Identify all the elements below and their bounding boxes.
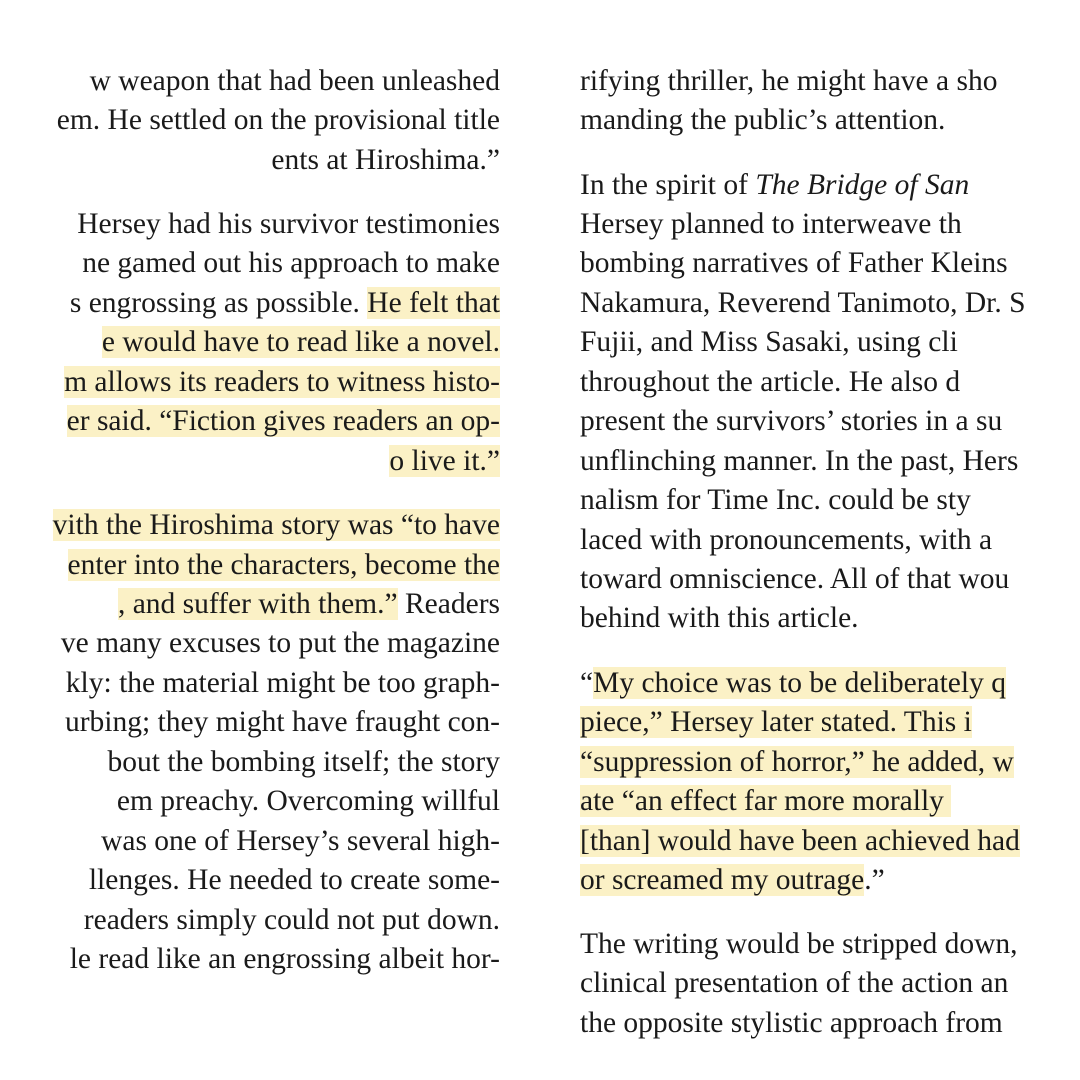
text-span: Nakamura, Reverend Tanimoto, Dr. S bbox=[580, 287, 1026, 319]
highlighted-text: My choice was to be deliberately q bbox=[593, 667, 1006, 699]
left-column bbox=[0, 0, 500, 1080]
text-span: Hersey planned to interweave th bbox=[580, 208, 962, 240]
text-span: behind with this article. bbox=[580, 602, 859, 634]
text-line bbox=[108, 743, 500, 783]
text-span: llenges. He needed to create some- bbox=[88, 864, 500, 896]
text-span: em preachy. Overcoming willful bbox=[116, 785, 500, 817]
text-span: kly: the material might be too graph- bbox=[65, 667, 500, 699]
highlighted-text: ate “an effect far more morally bbox=[580, 785, 952, 817]
highlighted-text: vith the Hiroshima story was “to have bbox=[52, 509, 500, 541]
text-line bbox=[580, 743, 1014, 783]
highlighted-text: “suppression of horror,” he added, w bbox=[580, 746, 1014, 778]
text-line bbox=[70, 284, 500, 324]
text-span: em. He settled on the provisional title bbox=[56, 104, 500, 136]
text-line bbox=[271, 141, 500, 181]
text-line bbox=[90, 62, 500, 102]
text-span: ve many excuses to put the magazine bbox=[60, 627, 500, 659]
text-line bbox=[82, 244, 500, 284]
text-span: laced with pronouncements, with a bbox=[580, 524, 993, 556]
text-line bbox=[67, 402, 500, 442]
text-span: s engrossing as possible. bbox=[69, 287, 368, 319]
text-span: manding the public’s attention. bbox=[580, 104, 946, 136]
text-span: In the spirit of bbox=[580, 169, 756, 201]
text-span: The Bridge of San bbox=[755, 169, 977, 201]
text-line bbox=[580, 560, 1009, 600]
text-line bbox=[57, 101, 500, 141]
text-line bbox=[77, 205, 500, 245]
text-span: w weapon that had been unleashed bbox=[89, 65, 500, 97]
text-span: clinical presentation of the action an bbox=[580, 967, 1009, 999]
text-line bbox=[117, 782, 500, 822]
text-line bbox=[68, 546, 500, 586]
text-line bbox=[580, 244, 1008, 284]
text-line bbox=[580, 402, 1002, 442]
text-line bbox=[66, 664, 500, 704]
highlighted-text: e would have to read like a novel. bbox=[101, 326, 500, 358]
text-line bbox=[580, 664, 1006, 704]
text-span: .” bbox=[864, 864, 885, 896]
text-span: urbing; they might have fraught con- bbox=[64, 706, 500, 738]
highlighted-text: , and suffer with them.” bbox=[117, 588, 398, 620]
text-span: Hersey had his survivor testimonies bbox=[77, 208, 500, 240]
text-span: rifying thriller, he might have a sho bbox=[580, 65, 998, 97]
text-span: present the survivors’ stories in a su bbox=[580, 405, 1003, 437]
text-span: bout the bombing itself; the story bbox=[107, 746, 500, 778]
highlighted-text: m allows its readers to witness histo- bbox=[64, 366, 500, 398]
highlighted-text: enter into the characters, become the bbox=[67, 549, 500, 581]
text-line bbox=[61, 624, 500, 664]
highlighted-text: [than] would have been achieved had bbox=[580, 825, 1020, 857]
text-span: The writing would be stripped down, bbox=[580, 928, 1018, 960]
text-line bbox=[580, 363, 960, 403]
text-line bbox=[580, 284, 1026, 324]
text-line bbox=[76, 901, 500, 941]
text-line bbox=[580, 599, 859, 639]
text-span: Readers bbox=[397, 588, 500, 620]
text-line bbox=[70, 940, 500, 980]
text-span: ne gamed out his approach to make bbox=[82, 247, 500, 279]
text-line bbox=[580, 782, 951, 822]
text-line bbox=[580, 481, 971, 521]
text-span: bombing narratives of Father Kleins bbox=[580, 247, 1008, 279]
text-span: “ bbox=[580, 667, 594, 699]
text-line bbox=[580, 861, 885, 901]
text-line bbox=[580, 166, 977, 206]
text-line bbox=[580, 101, 945, 141]
text-span: nalism for Time Inc. could be sty bbox=[580, 484, 971, 516]
highlighted-text: or screamed my outrage bbox=[580, 864, 865, 896]
text-span: Fujii, and Miss Sasaki, using cli bbox=[580, 326, 958, 358]
text-line bbox=[580, 62, 997, 102]
highlighted-text: He felt that bbox=[367, 287, 500, 319]
text-span: toward omniscience. All of that wou bbox=[580, 563, 1010, 595]
text-line bbox=[389, 442, 500, 482]
right-column bbox=[580, 0, 1080, 1080]
text-line bbox=[53, 506, 500, 546]
text-span: unflinching manner. In the past, Hers bbox=[580, 445, 1019, 477]
text-line bbox=[102, 323, 500, 363]
text-line bbox=[580, 703, 972, 743]
highlighted-text: er said. “Fiction gives readers an op- bbox=[66, 405, 500, 437]
text-line bbox=[89, 861, 500, 901]
text-line bbox=[580, 323, 958, 363]
text-span: le read like an engrossing albeit hor- bbox=[69, 943, 500, 975]
text-line bbox=[580, 1004, 1003, 1044]
text-line bbox=[580, 822, 1020, 862]
text-span: ents at Hiroshima.” bbox=[271, 144, 500, 176]
text-line bbox=[580, 205, 962, 245]
highlighted-text: piece,” Hersey later stated. This i bbox=[580, 706, 972, 738]
text-line bbox=[94, 822, 500, 862]
text-line bbox=[118, 585, 500, 625]
text-line bbox=[64, 363, 500, 403]
text-span: the opposite stylistic approach from bbox=[580, 1007, 1003, 1039]
text-span: throughout the article. He also d bbox=[580, 366, 961, 398]
text-line bbox=[580, 442, 1018, 482]
text-line bbox=[580, 521, 992, 561]
text-line bbox=[580, 964, 1008, 1004]
text-span: was one of Hersey’s several high- bbox=[93, 825, 500, 857]
text-line bbox=[65, 703, 500, 743]
text-span: readers simply could not put down. bbox=[76, 904, 500, 936]
highlighted-text: o live it.” bbox=[389, 445, 500, 477]
text-line bbox=[580, 925, 1018, 965]
